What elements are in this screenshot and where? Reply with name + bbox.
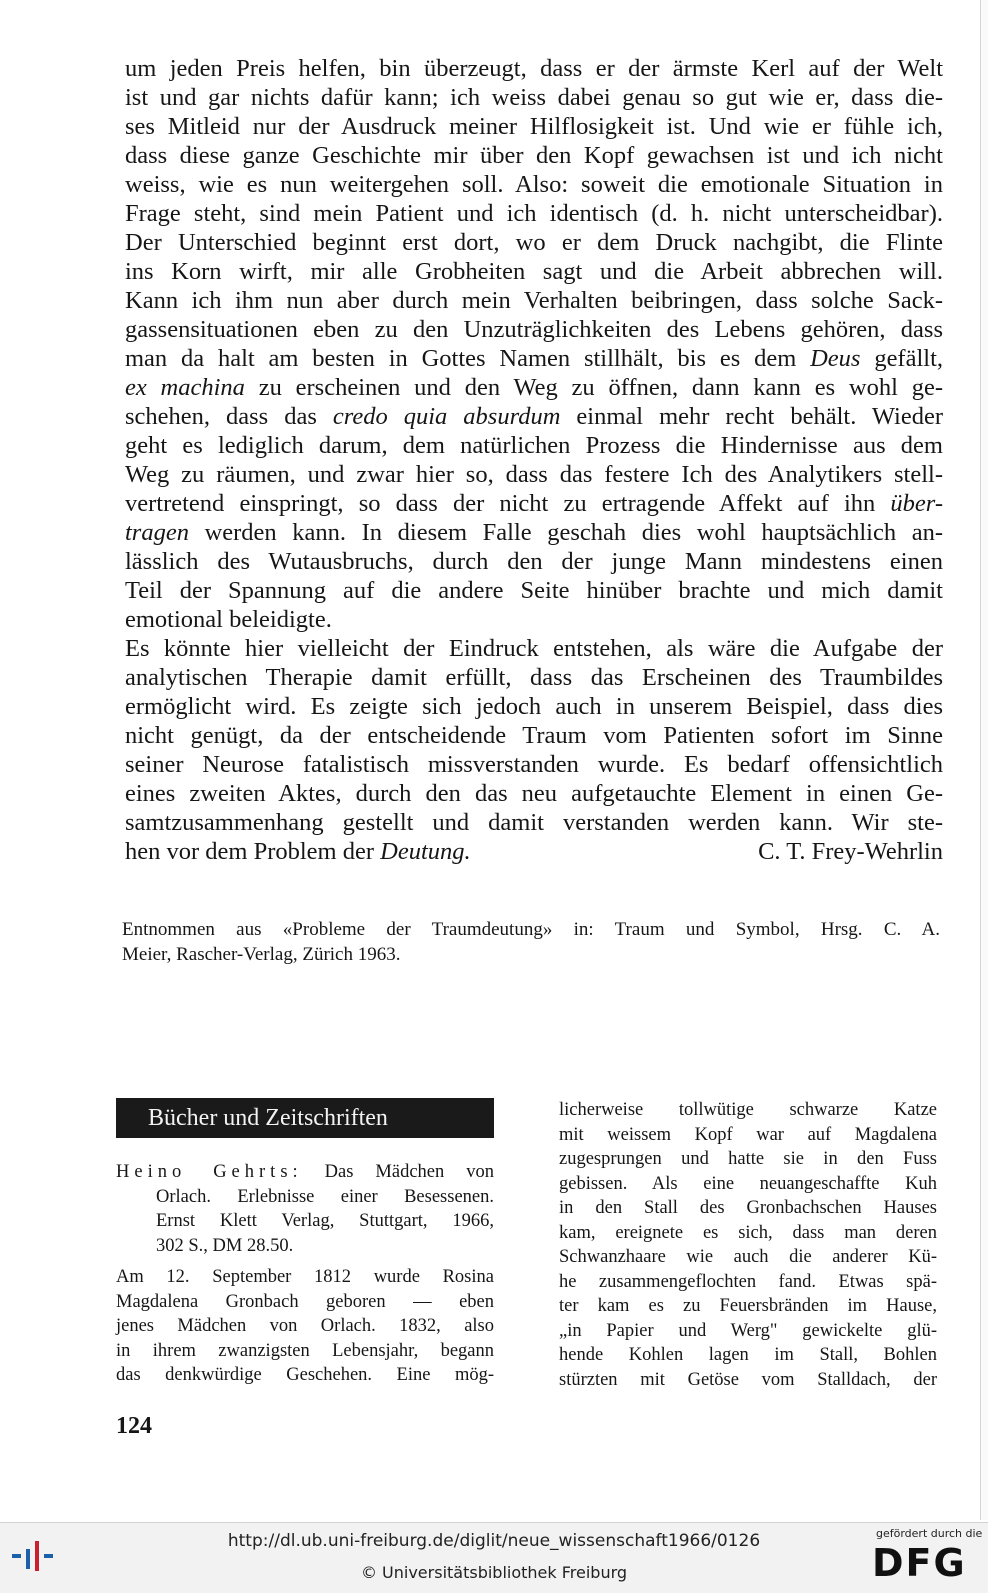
text-line: vertretend einspringt, so dass der nicht zu ertragende Affekt auf ihn über- — [125, 490, 943, 517]
italic-term: Deus — [810, 345, 861, 372]
main-article-text — [125, 54, 943, 866]
text-line: um jeden Preis helfen, bin überzeugt, dass er der ärmste Kerl auf der Welt — [125, 55, 943, 82]
source-note-line: Entnommen aus «Probleme der Traumdeutung» in: Traum und Symbol, Hrsg. C. A. — [122, 919, 940, 940]
text-line: geht es lediglich darum, dem natürlichen Prozess die Hindernisse aus dem — [125, 432, 943, 459]
footer-copyright: © Universitätsbibliothek Freiburg — [360, 1563, 628, 1582]
text-line: Teil der Spannung auf die andere Seite hinüber brachte und mich damit — [125, 577, 943, 604]
text-line: Frage steht, sind mein Patient und ich identisch (d. h. nicht unterscheidbar). — [125, 200, 943, 227]
source-note-line: Meier, Rascher-Verlag, Zürich 1963. — [122, 944, 401, 965]
italic-term: über- — [890, 490, 943, 517]
text-line: nicht genügt, da der entscheidende Traum vom Patienten sofort im Sinne — [125, 722, 943, 749]
text-line: Es könnte hier vielleicht der Eindruck entstehen, als wäre die Aufgabe der — [125, 635, 943, 662]
section-header: Bücher und Zeitschriften — [116, 1098, 494, 1138]
review-line: in den Stall des Gronbachschen Hauses — [559, 1198, 937, 1218]
book-line: Ernst Klett Verlag, Stuttgart, 1966, — [156, 1211, 494, 1231]
text-line: ex machina zu erscheinen und den Weg zu öffnen, dann kann es wohl ge- — [125, 374, 943, 401]
italic-term: tragen — [125, 519, 189, 546]
footer-url-link[interactable]: http://dl.ub.uni-freiburg.de/diglit/neue_wissenschaft1966/0126 — [227, 1531, 761, 1551]
text-line: emotional beleidigte. — [125, 606, 332, 633]
dfg-caption: gefördert durch die — [876, 1527, 983, 1540]
book-title-line: Heino Gehrts: Das Mädchen von — [116, 1162, 495, 1182]
review-line: das denkwürdige Geschehen. Eine mög- — [116, 1365, 494, 1385]
text-line: lässlich des Wutausbruchs, durch den der junge Mann mindestens einen — [125, 548, 943, 575]
review-line: Schwanzhaare wie auch die anderer Kü- — [559, 1247, 937, 1267]
review-line: ter kam es zu Feuersbränden im Hause, — [559, 1296, 937, 1316]
review-line: hende Kohlen lagen im Stall, Bohlen — [559, 1345, 937, 1365]
text-line: ermöglicht wird. Es zeigte sich jedoch auch in unserem Beispiel, dass dies — [125, 693, 943, 720]
dfg-logo: DFG — [872, 1541, 967, 1585]
text-line: eines zweiten Aktes, durch den das neu aufgetauchte Element in einen Ge- — [125, 780, 943, 807]
italic-term: ex machina — [125, 374, 245, 401]
text-line: analytischen Therapie damit erfüllt, dass das Erscheinen des Traumbildes — [125, 664, 943, 691]
review-line: licherweise tollwütige schwarze Katze — [559, 1100, 937, 1120]
right-column — [559, 1098, 937, 1392]
text-line: dass diese ganze Geschichte mir über den Kopf gewachsen ist und ich nicht — [125, 142, 943, 169]
text-line: Weg zu räumen, und zwar hier so, dass das festere Ich des Analytikers stell- — [125, 461, 943, 488]
review-line: gebissen. Als eine neuangeschaffte Kuh — [559, 1173, 937, 1194]
review-line: in ihrem zwanzigsten Lebensjahr, begann — [116, 1340, 494, 1361]
text-line: weiss, wie es nun weitergehen soll. Also: soweit die emotionale Situation in — [125, 171, 943, 198]
book-author: Heino Gehrts: — [116, 1162, 303, 1182]
scan-edge — [980, 0, 988, 1520]
review-line: Am 12. September 1812 wurde Rosina — [116, 1267, 494, 1287]
text-line: tragen werden kann. In diesem Falle geschah dies wohl hauptsächlich an- — [125, 519, 943, 546]
review-line: zugesprungen und hatte sie in den Fuss — [559, 1149, 937, 1169]
text-line: man da halt am besten in Gottes Namen stillhält, bis es dem Deus gefällt, — [125, 345, 944, 372]
review-line: jenes Mädchen von Orlach. 1832, also — [116, 1316, 494, 1336]
text-line: ins Korn wirft, mir alle Grobheiten sagt und die Arbeit abbrechen will. — [125, 258, 943, 285]
text-line: samtzusammenhang gestellt und damit verstanden werden kann. Wir ste- — [125, 809, 943, 836]
text-line: ses Mitleid nur der Ausdruck meiner Hilflosigkeit ist. Und wie er fühle ich, — [125, 113, 943, 140]
review-line: he zusammengeflochten fand. Etwas spä- — [559, 1271, 937, 1292]
footer-bar — [0, 1522, 988, 1593]
left-column — [116, 1160, 494, 1388]
text-line: gassensituationen eben zu den Unzuträglichkeiten des Lebens gehören, dass — [125, 316, 943, 343]
text-line: ist und gar nichts dafür kann; ich weiss dabei genau so gut wie er, dass die- — [125, 84, 943, 111]
page-number: 124 — [116, 1413, 152, 1439]
book-line: 302 S., DM 28.50. — [156, 1235, 294, 1256]
text-line: Der Unterschied beginnt erst dort, wo er dem Druck nachgibt, die Flinte — [125, 229, 943, 256]
book-line: Orlach. Erlebnisse einer Besessenen. — [156, 1186, 494, 1207]
review-line: stürzten mit Getöse vom Stalldach, der — [559, 1369, 937, 1390]
text-line: hen vor dem Problem der Deutung. C. T. Frey-Wehrlin — [125, 838, 943, 865]
book-reference — [116, 1160, 494, 1258]
source-note — [122, 917, 940, 967]
review-line: „in Papier und Werg" gewickelte glü- — [559, 1320, 937, 1341]
author-signature: C. T. Frey-Wehrlin — [758, 838, 943, 865]
review-line: kam, ereignete es sich, dass man deren — [559, 1222, 937, 1243]
text-line: schehen, dass das credo quia absurdum einmal mehr recht behält. Wieder — [125, 403, 944, 430]
review-line: mit weissem Kopf war auf Magdalena — [559, 1124, 937, 1145]
text-line: seiner Neurose fatalistisch missverstanden wurde. Es bedarf offensichtlich — [125, 751, 943, 778]
text-line: Kann ich ihm nun aber durch mein Verhalten beibringen, dass solche Sack- — [125, 287, 943, 314]
italic-term: Deutung. — [380, 838, 471, 865]
review-line: Magdalena Gronbach geboren — eben — [116, 1291, 494, 1312]
italic-term: credo quia absurdum — [332, 403, 561, 430]
